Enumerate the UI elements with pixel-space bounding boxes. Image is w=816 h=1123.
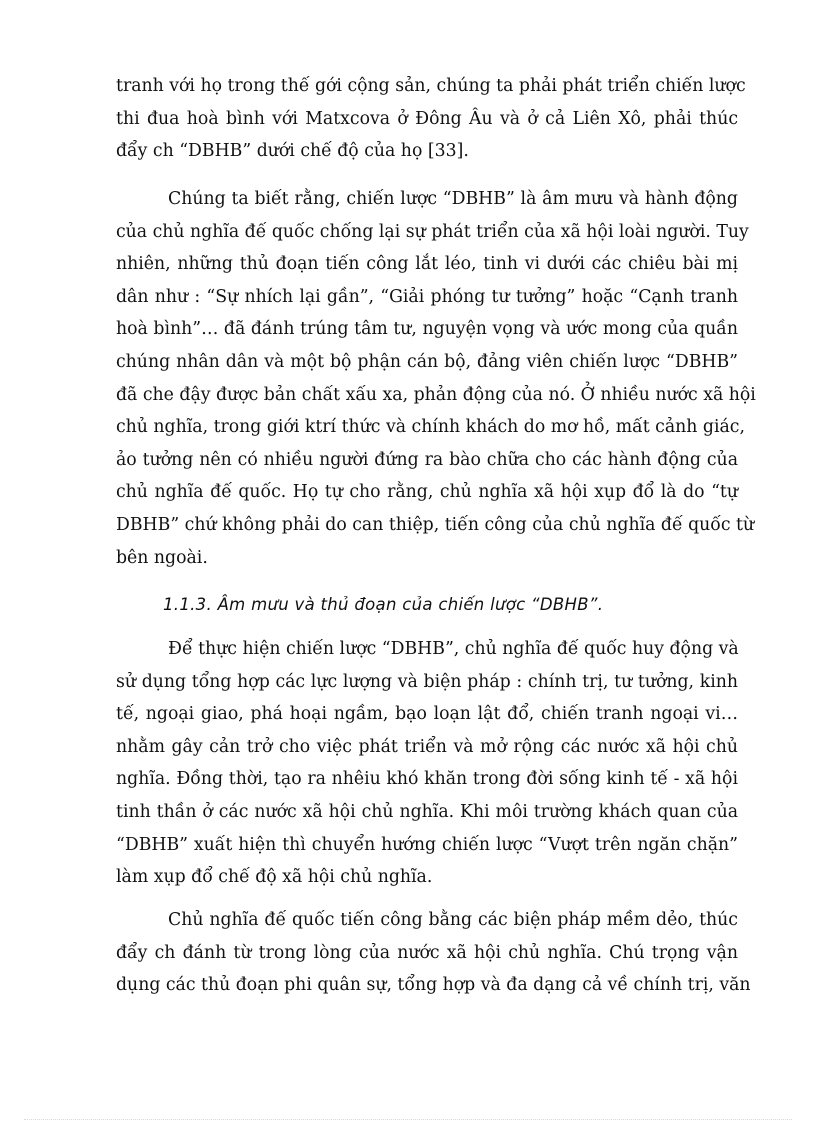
section-heading: 1.1.3. Âm mưu và thủ đoạn của chiến lược “DBHB”.: [163, 595, 604, 614]
text-line: chúng nhân dân và một bộ phận cán bộ, đảng viên chiến lược “DBHB”: [116, 351, 738, 372]
paragraph-dbhb-methods: [116, 633, 738, 894]
text-line: nhằm gây cản trở cho việc phát triển và mở rộng các nước xã hội chủ: [116, 736, 738, 757]
text-line: nhiên, những thủ đoạn tiến công lắt léo, tinh vi dưới các chiêu bài mị: [116, 254, 738, 275]
text-line: chủ nghĩa đế quốc. Họ tự cho rằng, chủ nghĩa xã hội xụp đổ là do “tự: [116, 482, 738, 503]
text-line: DBHB” chứ không phải do can thiệp, tiến công của chủ nghĩa đế quốc từ: [116, 514, 755, 535]
text-line: dụng các thủ đoạn phi quân sự, tổng hợp và đa dạng cả về chính trị, văn: [116, 975, 751, 996]
text-line: làm xụp đổ chế độ xã hội chủ nghĩa.: [116, 867, 433, 888]
text-line: Chủ nghĩa đế quốc tiến công bằng các biện pháp mềm dẻo, thúc: [168, 910, 738, 930]
text-line: Chúng ta biết rằng, chiến lược “DBHB” là âm mưu và hành động: [168, 189, 738, 209]
text-line: Để thực hiện chiến lược “DBHB”, chủ nghĩa đế quốc huy động và: [168, 639, 739, 659]
text-line: tế, ngoại giao, phá hoại ngầm, bạo loạn lật đổ, chiến tranh ngoại vi…: [116, 704, 738, 725]
text-line: tranh với họ trong thế gới cộng sản, chúng ta phải phát triển chiến lược: [116, 76, 746, 96]
text-line: “DBHB” xuất hiện thì chuyển hướng chiến lược “Vượt trên ngăn chặn”: [116, 834, 738, 855]
text-line: ảo tưởng nên có nhiều người đứng ra bào chữa cho các hành động của: [116, 449, 738, 470]
text-line: đẩy ch “DBHB” dưới chế độ của họ [33].: [116, 141, 469, 162]
text-line: tinh thần ở các nước xã hội chủ nghĩa. Khi môi trường khách quan của: [116, 801, 738, 822]
text-line: thi đua hoà bình với Matxcova ở Đông Âu và ở cả Liên Xô, phải thúc: [116, 108, 738, 129]
text-line: sử dụng tổng hợp các lực lượng và biện pháp : chính trị, tư tưởng, kinh: [116, 671, 738, 692]
page-bottom-rule: [24, 1119, 792, 1120]
paragraph-dbhb-nature: [116, 183, 756, 574]
text-line: đẩy ch đánh từ trong lòng của nước xã hội chủ nghĩa. Chú trọng vận: [116, 942, 738, 963]
text-line: đã che đậy được bản chất xấu xa, phản động của nó. Ở nhiều nước xã hội: [116, 384, 756, 405]
text-line: bên ngoài.: [116, 547, 208, 568]
paragraph-continuation: [116, 70, 746, 168]
text-line: chủ nghĩa, trong giới ktrí thức và chính khách do mơ hồ, mất cảnh giác,: [116, 417, 745, 438]
paragraph-soft-measures: [116, 904, 751, 1002]
text-line: hoà bình”… đã đánh trúng tâm tư, nguyện vọng và ước mong của quần: [116, 319, 738, 340]
text-line: của chủ nghĩa đế quốc chống lại sự phát triển của xã hội loài người. Tuy: [116, 221, 749, 242]
text-line: nghĩa. Đồng thời, tạo ra nhêiu khó khăn trong đời sống kinh tế - xã hội: [116, 769, 738, 790]
text-line: dân như : “Sự nhích lại gần”, “Giải phóng tư tưởng” hoặc “Cạnh tranh: [116, 286, 738, 307]
